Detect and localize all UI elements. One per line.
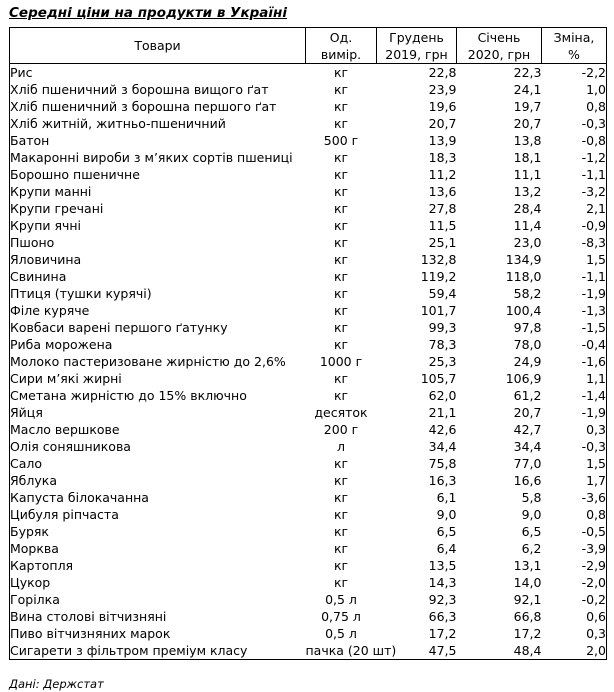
header-line: вимір. [320,46,362,62]
product-name-cell: Філе куряче [10,303,90,318]
change-percent-cell: 1,5 [586,456,606,471]
product-name-cell: Морква [10,541,59,556]
price-jan-2020-cell: 66,8 [513,609,542,624]
table-row [10,353,607,370]
header-line: Грудень [389,29,444,45]
table-row [10,98,607,115]
price-jan-2020-cell: 19,7 [513,99,542,114]
table-row [10,523,607,540]
change-percent-cell: -1,2 [581,150,606,165]
table-row [10,489,607,506]
price-jan-2020-cell: 13,2 [513,184,542,199]
header-line: Січень [477,29,521,45]
unit-cell: десяток [314,405,368,420]
price-jan-2020-cell: 77,0 [513,456,542,471]
page-title: Середні ціни на продукти в Україні [9,5,287,21]
price-jan-2020-cell: 6,2 [521,541,542,556]
column-header-unit [306,28,377,64]
price-dec-2019-cell: 21,1 [428,405,457,420]
change-percent-cell: -1,5 [581,320,606,335]
change-percent-cell: -1,6 [581,354,606,369]
column-header-jan-2020 [457,28,542,64]
unit-cell: кг [333,456,349,471]
header-line: Од. [329,29,353,45]
table-row [10,302,607,319]
price-dec-2019-cell: 27,8 [428,201,457,216]
unit-cell: кг [333,371,349,386]
change-percent-cell: -3,6 [581,490,606,505]
unit-cell: кг [333,99,349,114]
price-dec-2019-cell: 13,5 [428,558,457,573]
unit-cell: кг [333,490,349,505]
product-name-cell: Батон [10,133,50,148]
change-percent-cell: -1,4 [581,388,606,403]
price-dec-2019-cell: 6,1 [436,490,457,505]
header-line: Товари [134,38,181,53]
unit-cell: кг [333,320,349,335]
change-percent-cell: -0,5 [581,524,606,539]
price-dec-2019-cell: 19,6 [428,99,457,114]
change-percent-cell: 1,1 [586,371,606,386]
product-name-cell: Буряк [10,524,49,539]
price-dec-2019-cell: 92,3 [428,592,457,607]
price-dec-2019-cell: 22,8 [428,65,457,80]
price-dec-2019-cell: 101,7 [420,303,457,318]
product-name-cell: Хліб пшеничний з борошна першого ґат [10,99,277,114]
table-row [10,642,607,660]
change-percent-cell: -0,8 [581,133,606,148]
price-jan-2020-cell: 24,1 [513,82,542,97]
column-header-change [542,28,607,64]
product-name-cell: Пиво вітчизняних марок [10,626,171,641]
price-dec-2019-cell: 25,3 [428,354,457,369]
price-dec-2019-cell: 25,1 [428,235,457,250]
change-percent-cell: 1,5 [586,252,606,267]
table-row [10,625,607,642]
data-source: Дані: Держстат [9,677,104,691]
change-percent-cell: -2,2 [581,65,606,80]
price-jan-2020-cell: 16,6 [513,473,542,488]
unit-cell: 0,5 л [325,592,357,607]
price-dec-2019-cell: 17,2 [428,626,457,641]
product-name-cell: Риба морожена [10,337,113,352]
price-jan-2020-cell: 13,8 [513,133,542,148]
unit-cell: 1000 г [319,354,363,369]
price-jan-2020-cell: 78,0 [513,337,542,352]
change-percent-cell: -1,1 [581,269,606,284]
change-percent-cell: 2,0 [586,643,606,658]
table-row [10,557,607,574]
product-name-cell: Яловичина [10,252,82,267]
price-jan-2020-cell: 22,3 [513,65,542,80]
unit-cell: кг [333,218,349,233]
table-row [10,370,607,387]
unit-cell: кг [333,541,349,556]
change-percent-cell: -3,9 [581,541,606,556]
price-jan-2020-cell: 61,2 [513,388,542,403]
price-dec-2019-cell: 6,5 [436,524,457,539]
price-jan-2020-cell: 11,1 [513,167,542,182]
unit-cell: кг [333,575,349,590]
change-percent-cell: -2,9 [581,558,606,573]
price-dec-2019-cell: 23,9 [428,82,457,97]
price-dec-2019-cell: 11,2 [428,167,457,182]
unit-cell: кг [333,116,349,131]
unit-cell: 500 г [323,133,359,148]
price-dec-2019-cell: 42,6 [428,422,457,437]
price-dec-2019-cell: 75,8 [428,456,457,471]
table-row [10,234,607,251]
price-dec-2019-cell: 132,8 [420,252,457,267]
price-dec-2019-cell: 78,3 [428,337,457,352]
header-row [10,28,607,64]
table-row [10,166,607,183]
price-jan-2020-cell: 34,4 [513,439,542,454]
price-jan-2020-cell: 20,7 [513,405,542,420]
price-jan-2020-cell: 42,7 [513,422,542,437]
product-name-cell: Картопля [10,558,74,573]
price-jan-2020-cell: 13,1 [513,558,542,573]
table-row [10,387,607,404]
product-name-cell: Сири м’які жирні [10,371,122,386]
unit-cell: кг [333,524,349,539]
unit-cell: кг [333,184,349,199]
product-name-cell: Хліб пшеничний з борошна вищого ґат [10,82,269,97]
price-jan-2020-cell: 100,4 [505,303,542,318]
product-name-cell: Борошно пшеничне [10,167,140,182]
price-dec-2019-cell: 119,2 [420,269,457,284]
price-jan-2020-cell: 48,4 [513,643,542,658]
product-name-cell: Масло вершкове [10,422,120,437]
product-name-cell: Пшоно [10,235,55,250]
unit-cell: кг [333,201,349,216]
table-row [10,421,607,438]
price-jan-2020-cell: 24,9 [513,354,542,369]
change-percent-cell: -3,2 [581,184,606,199]
table-row [10,268,607,285]
table-row [10,455,607,472]
header-line: % [568,46,580,62]
change-percent-cell: 0,6 [586,609,606,624]
price-dec-2019-cell: 13,9 [428,133,457,148]
table-row [10,574,607,591]
unit-cell: кг [333,269,349,284]
table-row [10,608,607,625]
table-row [10,251,607,268]
price-dec-2019-cell: 18,3 [428,150,457,165]
product-name-cell: Хліб житній, житньо-пшеничний [10,116,226,131]
change-percent-cell: -8,3 [581,235,606,250]
unit-cell: кг [333,388,349,403]
change-percent-cell: -0,3 [581,439,606,454]
table-row [10,217,607,234]
header-line: 2020, грн [467,46,531,62]
column-header-dec-2019 [377,28,457,64]
change-percent-cell: -1,9 [581,286,606,301]
price-dec-2019-cell: 13,6 [428,184,457,199]
unit-cell: пачка (20 шт) [305,643,397,658]
unit-cell: кг [333,82,349,97]
product-name-cell: Яйця [10,405,43,420]
product-name-cell: Крупи манні [10,184,92,199]
table-row [10,64,607,82]
price-dec-2019-cell: 9,0 [436,507,457,522]
change-percent-cell: 0,8 [586,507,606,522]
unit-cell: кг [333,252,349,267]
price-jan-2020-cell: 106,9 [505,371,542,386]
price-jan-2020-cell: 134,9 [505,252,542,267]
unit-cell: кг [333,337,349,352]
price-dec-2019-cell: 62,0 [428,388,457,403]
table-row [10,540,607,557]
unit-cell: 0,5 л [325,626,357,641]
table-row [10,404,607,421]
price-jan-2020-cell: 92,1 [513,592,542,607]
price-jan-2020-cell: 118,0 [505,269,542,284]
header-line: Зміна, [553,29,595,45]
change-percent-cell: 0,3 [586,422,606,437]
price-jan-2020-cell: 17,2 [513,626,542,641]
product-name-cell: Вина столові вітчизняні [10,609,167,624]
price-dec-2019-cell: 59,4 [428,286,457,301]
price-dec-2019-cell: 47,5 [428,643,457,658]
price-dec-2019-cell: 11,5 [428,218,457,233]
table-row [10,506,607,523]
product-name-cell: Капуста білокачанна [10,490,149,505]
product-name-cell: Макаронні вироби з м’яких сортів пшениці [10,150,293,165]
table-row [10,115,607,132]
table-row [10,591,607,608]
change-percent-cell: -1,3 [581,303,606,318]
table-row [10,200,607,217]
price-jan-2020-cell: 20,7 [513,116,542,131]
unit-cell: кг [333,473,349,488]
unit-cell: кг [333,65,349,80]
unit-cell: кг [333,150,349,165]
table-row [10,472,607,489]
change-percent-cell: 0,8 [586,99,606,114]
price-jan-2020-cell: 6,5 [521,524,542,539]
product-name-cell: Сигарети з фільтром преміум класу [10,643,248,658]
price-jan-2020-cell: 11,4 [513,218,542,233]
change-percent-cell: -0,2 [581,592,606,607]
price-jan-2020-cell: 14,0 [513,575,542,590]
unit-cell: л [337,439,345,454]
unit-cell: кг [333,167,349,182]
table-row [10,183,607,200]
table-row [10,149,607,166]
price-dec-2019-cell: 34,4 [428,439,457,454]
product-name-cell: Сметана жирністю до 15% включно [10,388,247,403]
unit-cell: 200 г [323,422,359,437]
change-percent-cell: 0,3 [586,626,606,641]
product-name-cell: Птиця (тушки курячі) [10,286,152,301]
price-jan-2020-cell: 97,8 [513,320,542,335]
change-percent-cell: -1,9 [581,405,606,420]
product-name-cell: Олія соняшникова [10,439,131,454]
change-percent-cell: -2,0 [581,575,606,590]
change-percent-cell: -1,1 [581,167,606,182]
price-jan-2020-cell: 58,2 [513,286,542,301]
product-name-cell: Крупи гречані [10,201,104,216]
table-row [10,319,607,336]
product-name-cell: Сало [10,456,43,471]
unit-cell: кг [333,507,349,522]
table-body [10,64,607,660]
price-jan-2020-cell: 28,4 [513,201,542,216]
price-dec-2019-cell: 20,7 [428,116,457,131]
table-row [10,438,607,455]
table-row [10,336,607,353]
price-dec-2019-cell: 66,3 [428,609,457,624]
change-percent-cell: -0,4 [581,337,606,352]
prices-table [9,27,607,660]
price-jan-2020-cell: 9,0 [521,507,542,522]
price-dec-2019-cell: 99,3 [428,320,457,335]
unit-cell: кг [333,558,349,573]
product-name-cell: Цукор [10,575,51,590]
change-percent-cell: 2,1 [586,201,606,216]
change-percent-cell: 1,0 [586,82,606,97]
change-percent-cell: -0,3 [581,116,606,131]
unit-cell: кг [333,286,349,301]
product-name-cell: Яблука [10,473,57,488]
table-row [10,285,607,302]
unit-cell: кг [333,235,349,250]
price-dec-2019-cell: 14,3 [428,575,457,590]
product-name-cell: Цибуля ріпчаста [10,507,119,522]
price-dec-2019-cell: 105,7 [420,371,457,386]
table-header [10,28,607,64]
unit-cell: кг [333,303,349,318]
product-name-cell: Горілка [10,592,60,607]
product-name-cell: Свинина [10,269,67,284]
change-percent-cell: 1,7 [586,473,606,488]
product-name-cell: Рис [10,65,33,80]
unit-cell: 0,75 л [321,609,361,624]
change-percent-cell: -0,9 [581,218,606,233]
header-line: 2019, грн [385,46,448,62]
product-name-cell: Крупи ячні [10,218,82,233]
price-dec-2019-cell: 6,4 [436,541,457,556]
product-name-cell: Ковбаси варені першого ґатунку [10,320,228,335]
product-name-cell: Молоко пастеризоване жирністю до 2,6% [10,354,286,369]
price-jan-2020-cell: 23,0 [513,235,542,250]
table-row [10,81,607,98]
price-jan-2020-cell: 18,1 [513,150,542,165]
price-dec-2019-cell: 16,3 [428,473,457,488]
column-header-products [10,28,306,64]
price-jan-2020-cell: 5,8 [521,490,542,505]
table-row [10,132,607,149]
